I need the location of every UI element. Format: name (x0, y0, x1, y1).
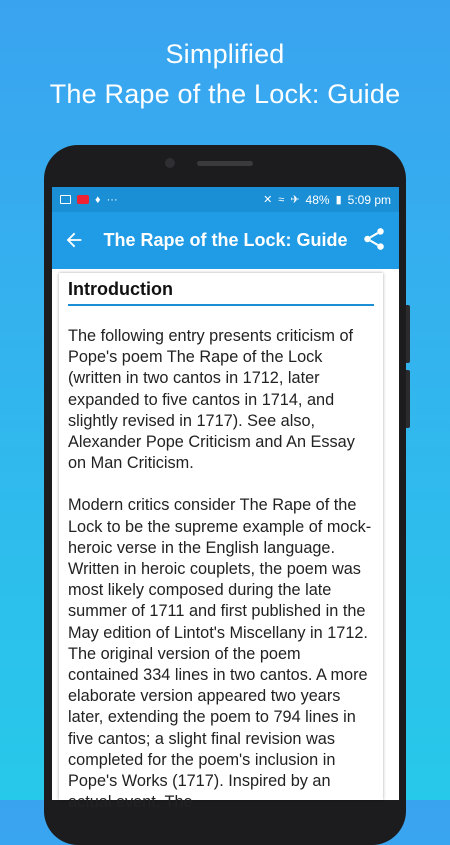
volume-up-button (406, 305, 410, 363)
battery-icon: ▮ (335, 193, 342, 206)
article-card[interactable] (59, 273, 383, 812)
speaker (197, 161, 253, 166)
battery-level: 48% (305, 192, 330, 207)
article-paragraph: Modern critics consider The Rape of the Lock to be the supreme example of mock-heroic verse in the English language. Written in heroic couplets, the poem was most likely composed during the late summer of 1711 and first published in the May edition of Lintot's Miscellany in 1712. The original version of the poem contained 334 lines in two cantos. A more elaborate version appeared two years later, extending the poem to 794 lines in five cantos; a slight final revision was completed for the poem's inclusion in Pope's Works (1717). Inspired by an actual event, The (68, 496, 372, 812)
promo-line-1: Simplified (165, 39, 285, 69)
image-icon (60, 195, 71, 204)
app-bar (52, 212, 399, 269)
article-paragraph: The following entry presents criticism of Pope's poem The Rape of the Lock (written in two cantos in 1712, later expanded to five cantos in 1714, and slightly revised in 1717). See also, Alexander Pope Criticism and An Essay on Man Criticism. (68, 327, 355, 473)
status-bar (52, 187, 399, 212)
article-heading: Introduction (68, 279, 374, 306)
app-icon (77, 195, 89, 204)
promo-header (0, 34, 450, 114)
back-button[interactable] (58, 224, 90, 256)
arrow-left-icon (63, 229, 85, 251)
share-icon (361, 226, 387, 252)
wifi-icon: ≈ (278, 193, 285, 206)
app-title: The Rape of the Lock: Guide (103, 230, 348, 250)
airplane-icon: ✈ (290, 193, 300, 206)
promo-line-2: The Rape of the Lock: Guide (49, 79, 401, 109)
mute-icon: ✕ (263, 193, 273, 206)
phone-screen (52, 187, 399, 812)
share-button[interactable] (361, 226, 389, 254)
bell-icon: ♦ (95, 193, 101, 206)
clock: 5:09 pm (347, 192, 391, 207)
more-dots-icon: ··· (106, 193, 118, 206)
camera (165, 158, 175, 168)
volume-down-button (406, 370, 410, 428)
